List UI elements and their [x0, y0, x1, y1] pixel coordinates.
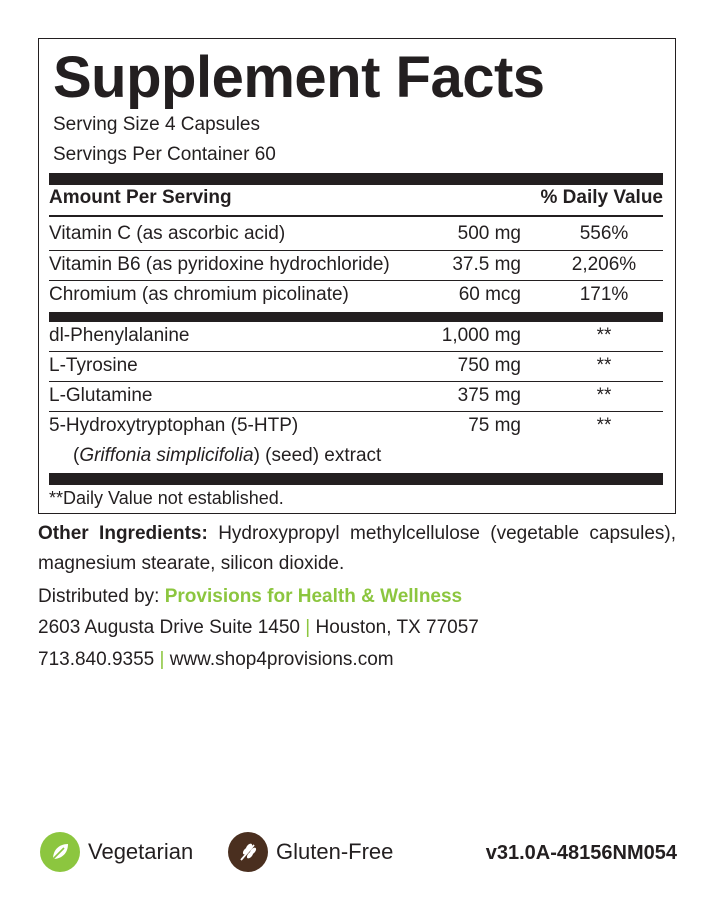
ingredient-daily-value: **: [596, 355, 612, 376]
ingredient-amount: 1,000 mg: [441, 325, 521, 346]
version-code: v31.0A-48156NM054: [485, 842, 677, 864]
ingredient-daily-value: **: [596, 385, 612, 406]
vegetarian-badge: [40, 830, 193, 874]
nutrient-daily-value: 556%: [579, 223, 629, 244]
table-row: [49, 321, 663, 351]
daily-value-header: % Daily Value: [540, 187, 663, 208]
ingredient-daily-value: **: [596, 415, 612, 436]
distributor-line: [38, 583, 462, 611]
ingredient-name: L-Tyrosine: [49, 355, 138, 376]
ingredient-name: 5-Hydroxytryptophan (5-HTP): [49, 415, 299, 436]
nutrient-name: Vitamin C (as ascorbic acid): [49, 223, 286, 244]
ingredient-name: L-Glutamine: [49, 385, 153, 406]
table-row: [49, 411, 663, 441]
table-row: [49, 280, 663, 310]
ingredient-amount: 75 mg: [468, 415, 521, 436]
table-header: [49, 183, 663, 213]
table-row: [49, 381, 663, 411]
vegetarian-label: Vegetarian: [88, 839, 194, 864]
amount-per-serving-header: Amount Per Serving: [49, 187, 232, 208]
gluten-free-badge: [228, 830, 393, 874]
ingredient-daily-value: **: [596, 325, 612, 346]
nutrient-amount: 60 mcg: [458, 284, 521, 305]
other-ingredients-label: Other Ingredients:: [38, 523, 208, 544]
header-divider: [49, 215, 663, 217]
leaf-icon: [40, 832, 80, 872]
supplement-facts-panel: [38, 38, 676, 514]
table-row: [49, 250, 663, 280]
nutrient-amount: 37.5 mg: [452, 254, 521, 275]
ingredient-amount: 750 mg: [457, 355, 521, 376]
nutrient-name: Vitamin B6 (as pyridoxine hydrochloride): [49, 254, 390, 275]
separator: |: [305, 617, 311, 638]
other-ingredients: [38, 519, 676, 579]
distributor-city: Houston, TX 77057: [315, 617, 479, 638]
thick-divider: [49, 473, 663, 485]
panel-title: Supplement Facts: [53, 45, 545, 110]
distributor-address: 2603 Augusta Drive Suite 1450: [38, 617, 300, 638]
other-ingredients-text: Hydroxypropyl methylcellulose (vegetable capsules), magnesium stearate, silicon dioxide.: [38, 523, 676, 574]
servings-per-container: Servings Per Container 60: [53, 144, 276, 165]
htp-source-rest: ) (seed) extract: [253, 445, 382, 466]
gluten-free-label: Gluten-Free: [276, 839, 394, 864]
ingredient-amount: 375 mg: [457, 385, 521, 406]
table-row: [49, 351, 663, 381]
nutrient-daily-value: 2,206%: [571, 254, 637, 275]
wheat-icon: [228, 832, 268, 872]
htp-source-species: Griffonia simplicifolia: [79, 445, 254, 466]
htp-source-line: [73, 443, 381, 469]
htp-source-open: (: [73, 445, 80, 466]
ingredient-name: dl-Phenylalanine: [49, 325, 190, 346]
nutrient-daily-value: 171%: [579, 284, 629, 305]
separator: |: [159, 649, 165, 670]
nutrient-amount: 500 mg: [457, 223, 521, 244]
serving-size: Serving Size 4 Capsules: [53, 114, 260, 135]
distributor-prefix: Distributed by:: [38, 586, 160, 607]
contact-line: [38, 646, 394, 674]
address-line: [38, 614, 479, 642]
daily-value-footnote: **Daily Value not established.: [49, 488, 284, 508]
distributor-name: Provisions for Health & Wellness: [164, 586, 463, 607]
distributor-website: www.shop4provisions.com: [169, 649, 394, 670]
nutrient-name: Chromium (as chromium picolinate): [49, 284, 349, 305]
distributor-phone: 713.840.9355: [38, 649, 155, 670]
table-row: [49, 219, 663, 249]
